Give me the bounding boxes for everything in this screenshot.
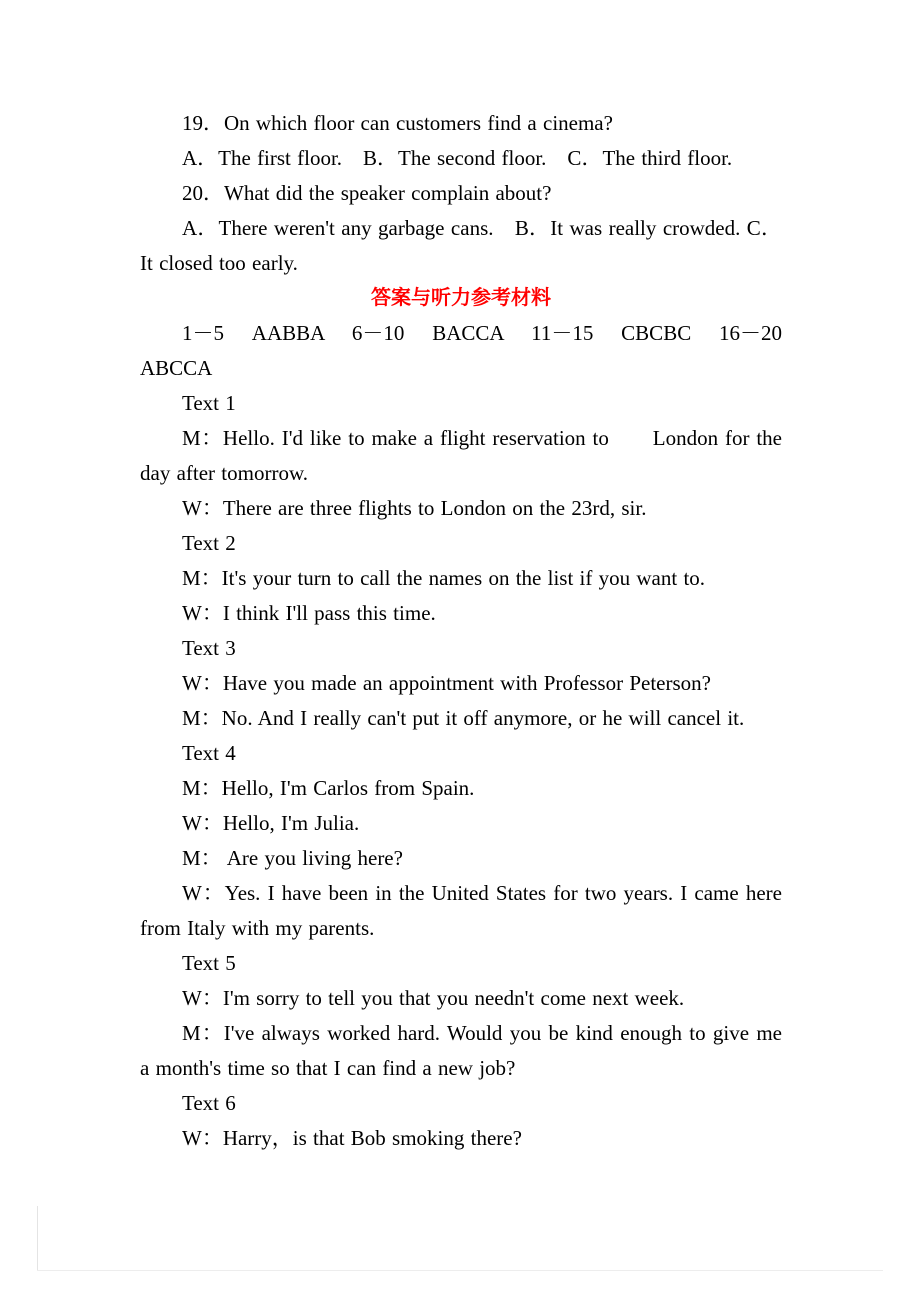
answer-key: 1－5 AABBA 6－10 BACCA 11－15 CBCBC 16－20 ABCCA <box>140 321 782 380</box>
answers-heading: 答案与听力参考材料 <box>371 287 551 309</box>
page-edge-mark-horizontal <box>37 1270 883 1271</box>
text-6-label: Text 6 <box>182 1091 236 1115</box>
text-3-label: Text 3 <box>182 636 236 660</box>
question-20-options: A．There weren't any garbage cans. B．It was really crowded. C．It closed too early. <box>140 216 782 275</box>
text-3-line-w: W：Have you made an appointment with Professor Peterson? <box>182 671 711 695</box>
text-5-label: Text 5 <box>182 951 236 975</box>
text-4-line-4: W：Yes. I have been in the United States for two years. I came here from Italy with my parents. <box>140 881 782 940</box>
text-3-line-m: M：No. And I really can't put it off anymore, or he will cancel it. <box>182 706 745 730</box>
document-content <box>140 106 782 1156</box>
text-5-line-m: M：I've always worked hard. Would you be kind enough to give me a month's time so that I can find a new job? <box>140 1021 782 1080</box>
text-1-line-w: W：There are three flights to London on the 23rd, sir. <box>182 496 647 520</box>
question-19-options: A．The first floor. B．The second floor. C．The third floor. <box>182 146 733 170</box>
text-4-label: Text 4 <box>182 741 236 765</box>
text-5-line-w: W：I'm sorry to tell you that you needn't come next week. <box>182 986 685 1010</box>
text-1-line-m: M：Hello. I'd like to make a flight reservation to London for the day after tomorrow. <box>140 426 782 485</box>
question-20: 20．What did the speaker complain about? <box>182 181 552 205</box>
text-6-line-w: W：Harry，is that Bob smoking there? <box>182 1126 522 1150</box>
text-2-line-m: M：It's your turn to call the names on the list if you want to. <box>182 566 706 590</box>
text-4-line-3: M： Are you living here? <box>182 846 403 870</box>
text-4-line-2: W：Hello, I'm Julia. <box>182 811 360 835</box>
text-1-label: Text 1 <box>182 391 236 415</box>
text-2-label: Text 2 <box>182 531 236 555</box>
text-2-line-w: W：I think I'll pass this time. <box>182 601 436 625</box>
text-4-line-1: M：Hello, I'm Carlos from Spain. <box>182 776 475 800</box>
question-19: 19．On which floor can customers find a cinema? <box>182 111 613 135</box>
page-edge-mark-vertical <box>37 1206 38 1271</box>
